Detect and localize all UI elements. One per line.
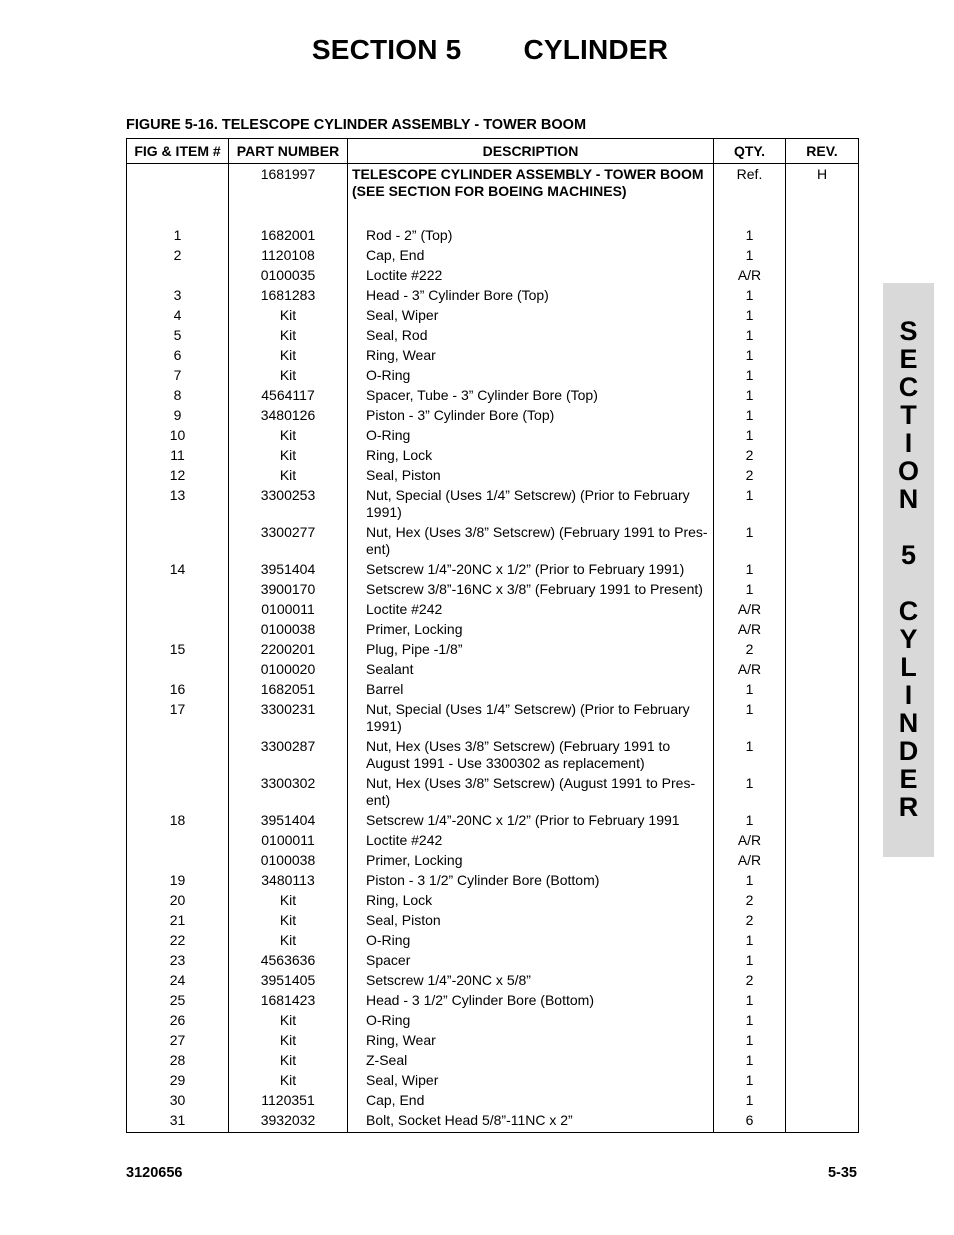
side-tab-letter: T: [900, 400, 917, 430]
side-tab-letter: L: [900, 652, 917, 682]
quantity-cell: 2: [714, 969, 786, 989]
description-cell: Seal, Wiper: [348, 1069, 714, 1089]
description-cell: O-Ring: [348, 1009, 714, 1029]
quantity-cell: 1: [714, 424, 786, 444]
fig-item-cell: [127, 264, 229, 284]
fig-item-cell: 15: [127, 638, 229, 658]
description-cell: Seal, Piston: [348, 464, 714, 484]
revision-cell: [786, 1029, 859, 1049]
part-number-cell: 1681997: [229, 164, 348, 225]
side-tab-letter: E: [899, 344, 918, 374]
quantity-cell: 1: [714, 735, 786, 772]
revision-cell: [786, 929, 859, 949]
page-number: 5-35: [827, 1165, 857, 1181]
part-number-cell: 1681283: [229, 284, 348, 304]
quantity-cell: 2: [714, 889, 786, 909]
fig-item-cell: 1: [127, 224, 229, 244]
part-number-cell: 0100020: [229, 658, 348, 678]
table-row: [127, 304, 859, 324]
table-row: [127, 444, 859, 464]
quantity-cell: 1: [714, 772, 786, 809]
table-row: [127, 735, 859, 772]
table-row: [127, 849, 859, 869]
description-cell: Seal, Rod: [348, 324, 714, 344]
quantity-cell: 1: [714, 1009, 786, 1029]
fig-item-cell: [127, 849, 229, 869]
side-tab-letter: O: [897, 456, 919, 486]
quantity-cell: 1: [714, 284, 786, 304]
table-row: [127, 364, 859, 384]
description-cell: Plug, Pipe -1/8”: [348, 638, 714, 658]
quantity-cell: 1: [714, 869, 786, 889]
table-row: [127, 1049, 859, 1069]
quantity-cell: 1: [714, 484, 786, 521]
quantity-cell: A/R: [714, 264, 786, 284]
fig-item-cell: 21: [127, 909, 229, 929]
fig-item-cell: [127, 618, 229, 638]
table-row: [127, 869, 859, 889]
revision-cell: [786, 1009, 859, 1029]
revision-cell: [786, 698, 859, 735]
revision-cell: [786, 304, 859, 324]
quantity-cell: 2: [714, 444, 786, 464]
quantity-cell: 1: [714, 1049, 786, 1069]
quantity-cell: A/R: [714, 849, 786, 869]
part-number-cell: 3300231: [229, 698, 348, 735]
table-row: [127, 698, 859, 735]
side-tab-letter: D: [898, 736, 919, 766]
fig-item-cell: 14: [127, 558, 229, 578]
fig-item-cell: [127, 772, 229, 809]
fig-item-cell: [127, 598, 229, 618]
description-cell: Nut, Special (Uses 1/4” Setscrew) (Prior to February 1991): [348, 698, 714, 735]
part-number-cell: 1120108: [229, 244, 348, 264]
fig-item-cell: 5: [127, 324, 229, 344]
part-number-cell: Kit: [229, 464, 348, 484]
side-tab-letter: N: [898, 484, 919, 514]
part-number-cell: Kit: [229, 889, 348, 909]
table-row: [127, 244, 859, 264]
description-cell: Head - 3 1/2” Cylinder Bore (Bottom): [348, 989, 714, 1009]
section-number: SECTION 5: [311, 34, 462, 65]
side-tab-letter: Y: [899, 624, 918, 654]
revision-cell: [786, 909, 859, 929]
part-number-cell: 3951404: [229, 558, 348, 578]
quantity-cell: A/R: [714, 658, 786, 678]
description-cell: TELESCOPE CYLINDER ASSEMBLY - TOWER BOOM (SEE SECTION FOR BOEING MACHINES): [348, 164, 714, 225]
quantity-cell: 2: [714, 464, 786, 484]
table-row: [127, 404, 859, 424]
description-cell: Primer, Locking: [348, 849, 714, 869]
description-cell: Ring, Lock: [348, 444, 714, 464]
table-row: [127, 1109, 859, 1133]
revision-cell: [786, 829, 859, 849]
quantity-cell: 1: [714, 404, 786, 424]
description-cell: Bolt, Socket Head 5/8”-11NC x 2”: [348, 1109, 714, 1133]
table-row: [127, 578, 859, 598]
quantity-cell: 1: [714, 578, 786, 598]
description-cell: O-Ring: [348, 364, 714, 384]
part-number-cell: 4563636: [229, 949, 348, 969]
fig-item-cell: 18: [127, 809, 229, 829]
page-header: [0, 34, 954, 66]
revision-cell: H: [786, 164, 859, 225]
quantity-cell: 1: [714, 224, 786, 244]
side-tab-letter: [883, 513, 934, 541]
revision-cell: [786, 658, 859, 678]
description-cell: Setscrew 1/4”-20NC x 5/8”: [348, 969, 714, 989]
part-number-cell: 0100011: [229, 598, 348, 618]
part-number-cell: 3480113: [229, 869, 348, 889]
fig-item-cell: [127, 829, 229, 849]
part-number-cell: 1120351: [229, 1089, 348, 1109]
table-row: [127, 1029, 859, 1049]
description-cell: O-Ring: [348, 424, 714, 444]
quantity-cell: A/R: [714, 618, 786, 638]
fig-item-cell: 26: [127, 1009, 229, 1029]
table-row: [127, 929, 859, 949]
fig-item-cell: 11: [127, 444, 229, 464]
description-cell: Nut, Hex (Uses 3/8” Setscrew) (August 1991 to Pres-ent): [348, 772, 714, 809]
description-cell: Piston - 3 1/2” Cylinder Bore (Bottom): [348, 869, 714, 889]
part-number-cell: 0100011: [229, 829, 348, 849]
part-number-cell: 0100038: [229, 849, 348, 869]
revision-cell: [786, 949, 859, 969]
revision-cell: [786, 1069, 859, 1089]
description-cell: Rod - 2” (Top): [348, 224, 714, 244]
revision-cell: [786, 849, 859, 869]
part-number-cell: Kit: [229, 1029, 348, 1049]
description-cell: Seal, Piston: [348, 909, 714, 929]
fig-item-cell: 16: [127, 678, 229, 698]
table-row: [127, 949, 859, 969]
description-cell: Spacer, Tube - 3” Cylinder Bore (Top): [348, 384, 714, 404]
revision-cell: [786, 444, 859, 464]
quantity-cell: 1: [714, 949, 786, 969]
revision-cell: [786, 244, 859, 264]
quantity-cell: 1: [714, 678, 786, 698]
table-row: [127, 224, 859, 244]
fig-item-cell: 20: [127, 889, 229, 909]
part-number-cell: 3300302: [229, 772, 348, 809]
part-number-cell: 3951404: [229, 809, 348, 829]
section-title: CYLINDER: [523, 34, 669, 65]
fig-item-cell: 31: [127, 1109, 229, 1133]
part-number-cell: Kit: [229, 424, 348, 444]
side-tab-letter: I: [904, 680, 913, 710]
revision-cell: [786, 284, 859, 304]
part-number-cell: 3932032: [229, 1109, 348, 1133]
description-cell: Spacer: [348, 949, 714, 969]
table-row: [127, 618, 859, 638]
quantity-cell: 1: [714, 558, 786, 578]
description-cell: Cap, End: [348, 1089, 714, 1109]
description-cell: Seal, Wiper: [348, 304, 714, 324]
revision-cell: [786, 869, 859, 889]
description-cell: O-Ring: [348, 929, 714, 949]
fig-item-cell: 29: [127, 1069, 229, 1089]
part-number-cell: 3300253: [229, 484, 348, 521]
part-number-cell: 1682051: [229, 678, 348, 698]
revision-cell: [786, 735, 859, 772]
part-number-cell: 2200201: [229, 638, 348, 658]
fig-item-cell: 6: [127, 344, 229, 364]
part-number-cell: 3900170: [229, 578, 348, 598]
quantity-cell: 1: [714, 324, 786, 344]
description-cell: Piston - 3” Cylinder Bore (Top): [348, 404, 714, 424]
fig-item-cell: 13: [127, 484, 229, 521]
fig-item-cell: 10: [127, 424, 229, 444]
column-header-description: DESCRIPTION: [348, 139, 714, 164]
revision-cell: [786, 678, 859, 698]
column-header-part: PART NUMBER: [229, 139, 348, 164]
revision-cell: [786, 618, 859, 638]
part-number-cell: Kit: [229, 1069, 348, 1089]
table-header-row: [127, 139, 859, 164]
table-row: [127, 464, 859, 484]
fig-item-cell: [127, 164, 229, 225]
table-row: [127, 658, 859, 678]
part-number-cell: 4564117: [229, 384, 348, 404]
revision-cell: [786, 424, 859, 444]
table-row: [127, 521, 859, 558]
revision-cell: [786, 484, 859, 521]
table-row: [127, 772, 859, 809]
fig-item-cell: 25: [127, 989, 229, 1009]
table-row: [127, 384, 859, 404]
description-cell: Setscrew 1/4”-20NC x 1/2” (Prior to February 1991: [348, 809, 714, 829]
column-header-fig: FIG & ITEM #: [127, 139, 229, 164]
quantity-cell: 1: [714, 521, 786, 558]
quantity-cell: 1: [714, 989, 786, 1009]
table-row: [127, 324, 859, 344]
revision-cell: [786, 521, 859, 558]
description-cell: Loctite #242: [348, 829, 714, 849]
table-row: [127, 829, 859, 849]
description-cell: Barrel: [348, 678, 714, 698]
revision-cell: [786, 364, 859, 384]
revision-cell: [786, 889, 859, 909]
side-tab-letter: [883, 569, 934, 597]
fig-item-cell: [127, 658, 229, 678]
part-number-cell: Kit: [229, 929, 348, 949]
revision-cell: [786, 598, 859, 618]
table-row: [127, 558, 859, 578]
side-tab-letter: N: [898, 708, 919, 738]
table-row: [127, 909, 859, 929]
table-row: [127, 264, 859, 284]
side-tab-letters: [883, 317, 934, 821]
part-number-cell: Kit: [229, 364, 348, 384]
description-cell: Ring, Wear: [348, 344, 714, 364]
fig-item-cell: 19: [127, 869, 229, 889]
description-cell: Ring, Lock: [348, 889, 714, 909]
fig-item-cell: 17: [127, 698, 229, 735]
table-row: [127, 969, 859, 989]
quantity-cell: 1: [714, 809, 786, 829]
revision-cell: [786, 1049, 859, 1069]
revision-cell: [786, 809, 859, 829]
quantity-cell: 1: [714, 344, 786, 364]
part-number-cell: 0100035: [229, 264, 348, 284]
description-cell: Setscrew 1/4”-20NC x 1/2” (Prior to February 1991): [348, 558, 714, 578]
part-number-cell: Kit: [229, 444, 348, 464]
revision-cell: [786, 558, 859, 578]
fig-item-cell: 3: [127, 284, 229, 304]
table-row: [127, 284, 859, 304]
part-number-cell: 3300277: [229, 521, 348, 558]
revision-cell: [786, 344, 859, 364]
quantity-cell: A/R: [714, 829, 786, 849]
quantity-cell: 1: [714, 1029, 786, 1049]
parts-table-body: [127, 164, 859, 1133]
side-tab-letter: I: [904, 428, 913, 458]
column-header-qty: QTY.: [714, 139, 786, 164]
revision-cell: [786, 324, 859, 344]
quantity-cell: 1: [714, 384, 786, 404]
table-row: [127, 598, 859, 618]
revision-cell: [786, 578, 859, 598]
description-cell: Nut, Special (Uses 1/4” Setscrew) (Prior to February 1991): [348, 484, 714, 521]
fig-item-cell: 27: [127, 1029, 229, 1049]
fig-item-cell: 4: [127, 304, 229, 324]
description-cell: Loctite #242: [348, 598, 714, 618]
description-cell: Loctite #222: [348, 264, 714, 284]
table-row: [127, 989, 859, 1009]
table-row: [127, 809, 859, 829]
quantity-cell: 1: [714, 304, 786, 324]
fig-item-cell: 30: [127, 1089, 229, 1109]
table-row: [127, 889, 859, 909]
fig-item-cell: [127, 521, 229, 558]
section-side-tab: [883, 283, 934, 857]
table-row: [127, 678, 859, 698]
part-number-cell: 1682001: [229, 224, 348, 244]
fig-item-cell: 24: [127, 969, 229, 989]
side-tab-letter: R: [898, 792, 919, 822]
part-number-cell: Kit: [229, 1049, 348, 1069]
fig-item-cell: 28: [127, 1049, 229, 1069]
table-row: [127, 424, 859, 444]
quantity-cell: 6: [714, 1109, 786, 1133]
fig-item-cell: 8: [127, 384, 229, 404]
table-row: [127, 638, 859, 658]
revision-cell: [786, 638, 859, 658]
side-tab-letter: S: [899, 316, 918, 346]
part-number-cell: Kit: [229, 344, 348, 364]
column-header-rev: REV.: [786, 139, 859, 164]
revision-cell: [786, 404, 859, 424]
revision-cell: [786, 989, 859, 1009]
fig-item-cell: [127, 735, 229, 772]
fig-item-cell: 12: [127, 464, 229, 484]
table-row: [127, 484, 859, 521]
figure-title: FIGURE 5-16. TELESCOPE CYLINDER ASSEMBLY - TOWER BOOM: [126, 117, 587, 133]
description-cell: Primer, Locking: [348, 618, 714, 638]
revision-cell: [786, 1089, 859, 1109]
description-cell: Setscrew 3/8”-16NC x 3/8” (February 1991 to Present): [348, 578, 714, 598]
revision-cell: [786, 1109, 859, 1133]
fig-item-cell: [127, 578, 229, 598]
revision-cell: [786, 384, 859, 404]
quantity-cell: 1: [714, 1089, 786, 1109]
side-tab-letter: E: [899, 764, 918, 794]
part-number-cell: Kit: [229, 909, 348, 929]
part-number-cell: 3951405: [229, 969, 348, 989]
parts-table: [126, 138, 859, 1133]
part-number-cell: Kit: [229, 1009, 348, 1029]
description-cell: Head - 3” Cylinder Bore (Top): [348, 284, 714, 304]
fig-item-cell: 7: [127, 364, 229, 384]
table-row: [127, 344, 859, 364]
part-number-cell: Kit: [229, 304, 348, 324]
quantity-cell: Ref.: [714, 164, 786, 225]
side-tab-letter: C: [898, 372, 919, 402]
fig-item-cell: 2: [127, 244, 229, 264]
quantity-cell: 1: [714, 364, 786, 384]
description-cell: Ring, Wear: [348, 1029, 714, 1049]
revision-cell: [786, 224, 859, 244]
revision-cell: [786, 969, 859, 989]
description-cell: Z-Seal: [348, 1049, 714, 1069]
quantity-cell: 1: [714, 1069, 786, 1089]
part-number-cell: 3300287: [229, 735, 348, 772]
fig-item-cell: 9: [127, 404, 229, 424]
part-number-cell: 0100038: [229, 618, 348, 638]
table-row: [127, 1069, 859, 1089]
quantity-cell: A/R: [714, 598, 786, 618]
document-number: 3120656: [126, 1165, 183, 1181]
part-number-cell: 3480126: [229, 404, 348, 424]
quantity-cell: 1: [714, 244, 786, 264]
quantity-cell: 2: [714, 909, 786, 929]
description-cell: Sealant: [348, 658, 714, 678]
description-cell: Nut, Hex (Uses 3/8” Setscrew) (February 1991 to Pres-ent): [348, 521, 714, 558]
table-row: [127, 164, 859, 225]
description-cell: Cap, End: [348, 244, 714, 264]
quantity-cell: 2: [714, 638, 786, 658]
quantity-cell: 1: [714, 698, 786, 735]
fig-item-cell: 22: [127, 929, 229, 949]
part-number-cell: Kit: [229, 324, 348, 344]
side-tab-letter: C: [898, 596, 919, 626]
part-number-cell: 1681423: [229, 989, 348, 1009]
revision-cell: [786, 464, 859, 484]
table-row: [127, 1089, 859, 1109]
side-tab-letter: 5: [900, 540, 917, 570]
revision-cell: [786, 772, 859, 809]
description-cell: Nut, Hex (Uses 3/8” Setscrew) (February 1991 to August 1991 - Use 3300302 as replacement): [348, 735, 714, 772]
quantity-cell: 1: [714, 929, 786, 949]
fig-item-cell: 23: [127, 949, 229, 969]
revision-cell: [786, 264, 859, 284]
table-row: [127, 1009, 859, 1029]
